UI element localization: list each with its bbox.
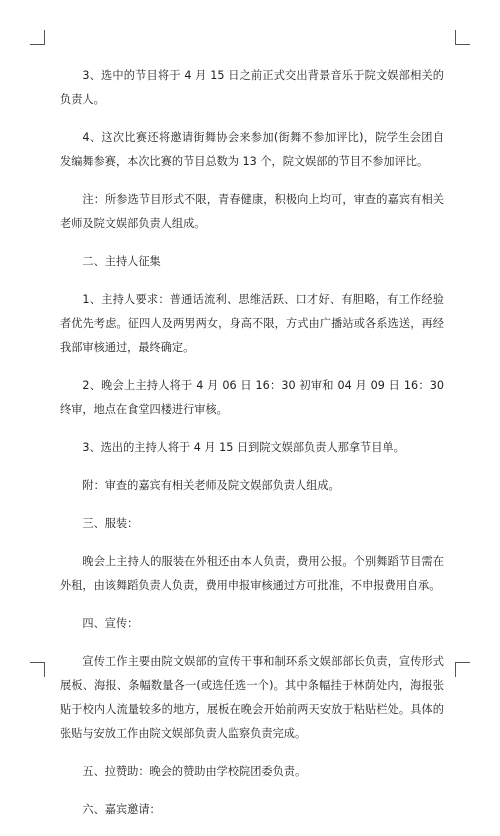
crop-mark-bottom-right [455,662,470,677]
crop-mark-top-right [455,30,470,45]
paragraph-host-audition: 2、晚会上主持人将于 4 月 06 日 16：30 初审和 04 月 09 日 16：30 终审，地点在食堂四楼进行审核。 [60,379,444,416]
document-body [60,64,444,836]
paragraph-costume: 晚会上主持人的服装在外租还由本人负责，费用公报。个别舞蹈节目需在外租，由该舞蹈负责人负责，费用申报审核通过方可批准，不申报费用自承。 [60,555,444,592]
paragraph-item-4: 4、这次比赛还将邀请街舞协会来参加(街舞不参加评比)，院学生会团自发编舞参赛，本次比赛的节目总数为 13 个，院文娱部的节目不参加评比。 [60,131,444,168]
crop-mark-top-left [30,30,45,45]
paragraph-host-note: 附：审查的嘉宾有相关老师及院文娱部负责人组成。 [82,479,340,492]
paragraph-host-requirements: 1、主持人要求：普通话流利、思维活跃、口才好、有胆略，有工作经验者优先考虑。征四人及两男两女，身高不限，方式由广播站或各系选送，再经我部审核通过，最终确定。 [60,293,444,354]
section-heading-publicity: 四、宣传： [82,617,139,630]
crop-mark-bottom-left [30,662,45,677]
section-heading-host: 二、主持人征集 [82,255,161,268]
paragraph-item-3: 3、选中的节目将于 4 月 15 日之前正式交出背景音乐于院文娱部相关的负责人。 [60,69,444,106]
paragraph-note: 注：所参选节目形式不限，青春健康，积极向上均可，审查的嘉宾有相关老师及院文娱部负责人组成。 [60,193,444,230]
section-heading-sponsorship: 五、拉赞助：晚会的赞助由学校院团委负责。 [82,765,307,778]
paragraph-publicity: 宣传工作主要由院文娱部的宣传干事和制环系文娱部部长负责，宣传形式展板、海报、条幅数量各一(或选任选一个)。其中条幅挂于林荫处内，海报张贴于校内人流量较多的地方，展板在晚会开始前两天安放于粘贴栏处。具体的张贴与安放工作由院文娱部负责人监察负责完成。 [60,655,444,740]
paragraph-host-program: 3、选出的主持人将于 4 月 15 日到院文娱部负责人那拿节目单。 [82,441,405,454]
section-heading-costume: 三、服装： [82,517,139,530]
section-heading-guests: 六、嘉宾邀请： [82,803,161,816]
